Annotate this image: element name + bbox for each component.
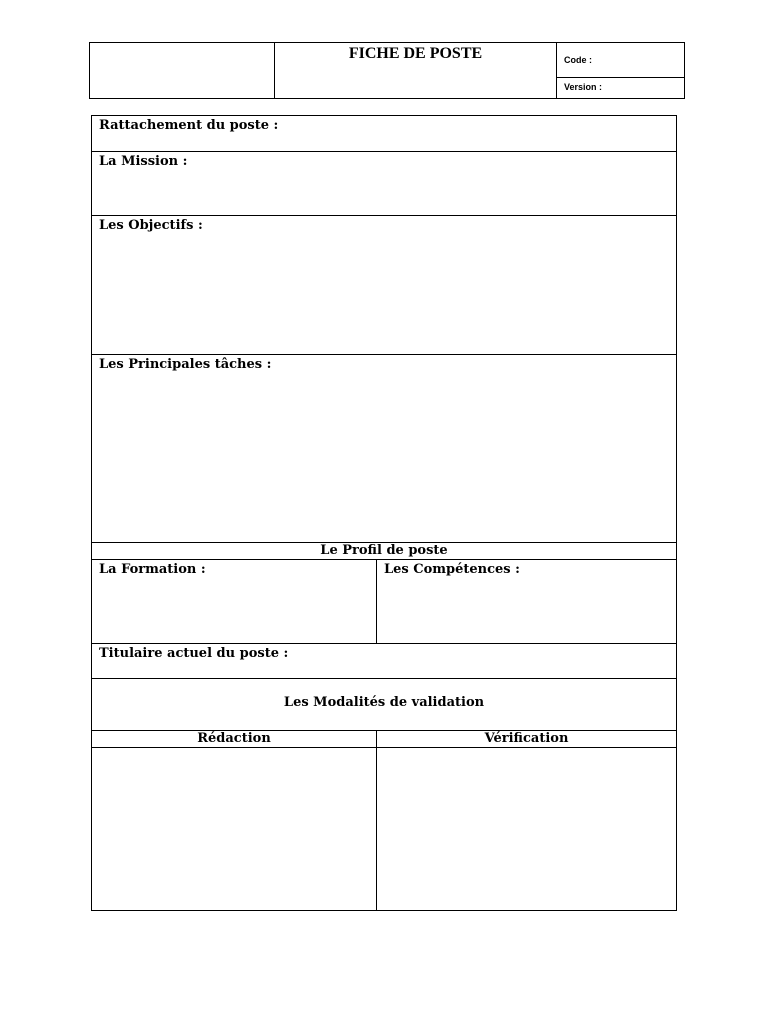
- verification-header-cell: [377, 731, 676, 747]
- verification-heading: Vérification: [484, 731, 569, 746]
- modalites-row: [92, 679, 676, 731]
- logo-cell: [90, 43, 275, 98]
- objectifs-row: [92, 216, 676, 355]
- version-cell: [557, 78, 684, 98]
- code-label: Code :: [564, 55, 592, 65]
- taches-row: [92, 355, 676, 543]
- validation-header-row: [92, 731, 676, 748]
- taches-label: Les Principales tâches :: [99, 357, 272, 372]
- objectifs-label: Les Objectifs :: [99, 218, 203, 233]
- redaction-signature-cell: [92, 748, 377, 910]
- mission-row: [92, 152, 676, 216]
- code-cell: [557, 43, 684, 78]
- formation-label: La Formation :: [99, 562, 206, 577]
- redaction-header-cell: [92, 731, 377, 747]
- version-label: Version :: [564, 82, 603, 92]
- modalites-heading: Les Modalités de validation: [283, 695, 485, 710]
- document-title: FICHE DE POSTE: [348, 45, 483, 62]
- titulaire-label: Titulaire actuel du poste :: [99, 646, 289, 661]
- verification-signature-cell: [377, 748, 676, 910]
- redaction-heading: Rédaction: [197, 731, 271, 746]
- titulaire-row: [92, 644, 676, 679]
- job-description-form: [91, 115, 677, 911]
- competences-cell: [377, 560, 676, 643]
- validation-body-row: [92, 748, 676, 910]
- rattachement-label: Rattachement du poste :: [99, 118, 279, 133]
- profil-row: [92, 543, 676, 560]
- formation-competences-row: [92, 560, 676, 644]
- profil-heading: Le Profil de poste: [320, 543, 448, 558]
- document-header: [89, 42, 685, 99]
- mission-label: La Mission :: [99, 154, 188, 169]
- competences-label: Les Compétences :: [384, 562, 520, 577]
- title-cell: [275, 43, 557, 98]
- formation-cell: [92, 560, 377, 643]
- rattachement-row: [92, 116, 676, 152]
